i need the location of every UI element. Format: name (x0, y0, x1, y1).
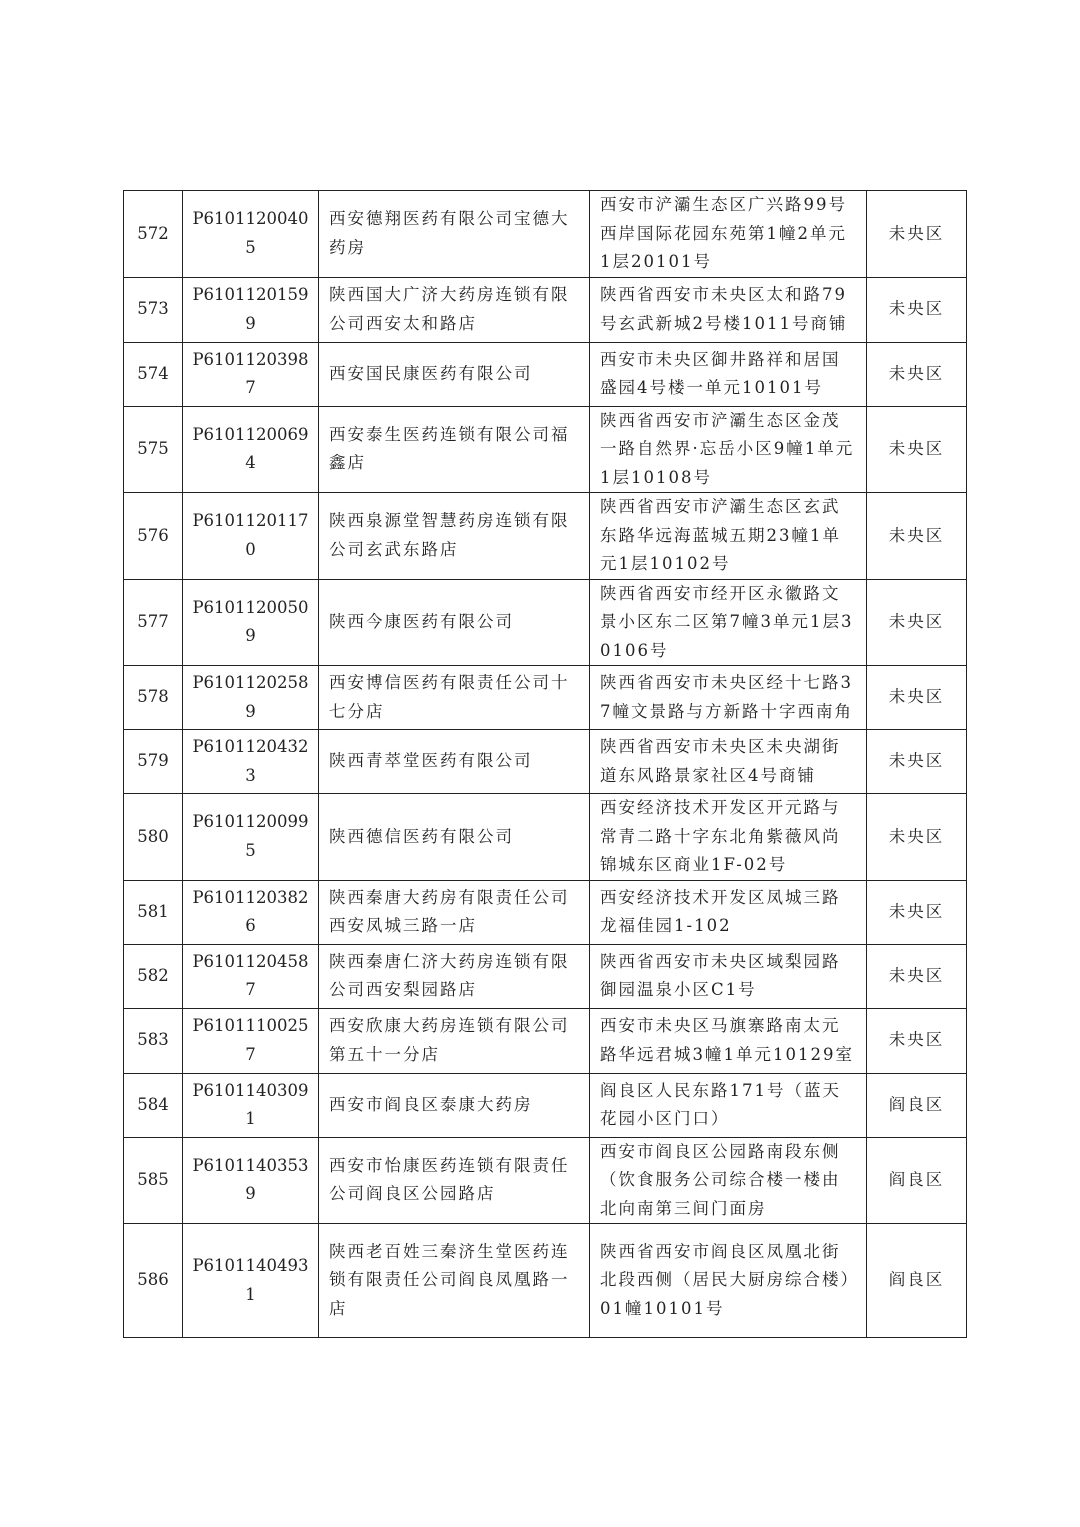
pharmacy-address: 陕西省西安市未央区未央湖街道东风路景家社区4号商铺 (590, 730, 867, 794)
district: 未央区 (867, 406, 967, 493)
pharmacy-name: 陕西今康医药有限公司 (319, 579, 590, 666)
row-number: 576 (124, 493, 183, 580)
license-code: P61011204323 (183, 730, 319, 794)
row-number: 578 (124, 666, 183, 730)
pharmacy-address: 西安市阎良区公园路南段东侧（饮食服务公司综合楼一楼由北向南第三间门面房 (590, 1137, 867, 1224)
table-row (124, 493, 967, 580)
district: 阎良区 (867, 1137, 967, 1224)
pharmacy-name: 陕西秦唐大药房有限责任公司西安凤城三路一店 (319, 880, 590, 944)
pharmacy-address: 西安市浐灞生态区广兴路99号西岸国际花园东苑第1幢2单元1层20101号 (590, 191, 867, 278)
district: 未央区 (867, 880, 967, 944)
pharmacy-name: 陕西泉源堂智慧药房连锁有限公司玄武东路店 (319, 493, 590, 580)
pharmacy-address: 陕西省西安市经开区永徽路文景小区东二区第7幢3单元1层30106号 (590, 579, 867, 666)
table-row (124, 579, 967, 666)
pharmacy-address: 西安市未央区马旗寨路南太元路华远君城3幢1单元10129室 (590, 1008, 867, 1073)
district: 未央区 (867, 944, 967, 1008)
row-number: 579 (124, 730, 183, 794)
row-number: 572 (124, 191, 183, 278)
license-code: P61011404931 (183, 1224, 319, 1338)
row-number: 584 (124, 1073, 183, 1137)
pharmacy-address: 陕西省西安市浐灞生态区金茂一路自然界·忘岳小区9幢1单元1层10108号 (590, 406, 867, 493)
table-row (124, 1137, 967, 1224)
pharmacy-name: 陕西老百姓三秦济生堂医药连锁有限责任公司阎良凤凰路一店 (319, 1224, 590, 1338)
district: 未央区 (867, 342, 967, 406)
license-code: P61011200995 (183, 794, 319, 881)
row-number: 582 (124, 944, 183, 1008)
pharmacy-name: 陕西青萃堂医药有限公司 (319, 730, 590, 794)
district: 阎良区 (867, 1073, 967, 1137)
table-row (124, 880, 967, 944)
row-number: 574 (124, 342, 183, 406)
license-code: P61011203826 (183, 880, 319, 944)
table-row (124, 730, 967, 794)
pharmacy-address: 陕西省西安市未央区太和路79号玄武新城2号楼1011号商铺 (590, 277, 867, 342)
pharmacy-address: 陕西省西安市未央区经十七路37幢文景路与方新路十字西南角 (590, 666, 867, 730)
district: 未央区 (867, 1008, 967, 1073)
license-code: P61011403091 (183, 1073, 319, 1137)
row-number: 575 (124, 406, 183, 493)
district: 阎良区 (867, 1224, 967, 1338)
table-row (124, 1008, 967, 1073)
license-code: P61011204587 (183, 944, 319, 1008)
pharmacy-name: 西安博信医药有限责任公司十七分店 (319, 666, 590, 730)
table-row (124, 277, 967, 342)
pharmacy-address: 阎良区人民东路171号（蓝天花园小区门口） (590, 1073, 867, 1137)
license-code: P61011403539 (183, 1137, 319, 1224)
district: 未央区 (867, 191, 967, 278)
row-number: 586 (124, 1224, 183, 1338)
district: 未央区 (867, 277, 967, 342)
license-code: P61011201599 (183, 277, 319, 342)
pharmacy-address: 西安市未央区御井路祥和居国盛园4号楼一单元10101号 (590, 342, 867, 406)
row-number: 581 (124, 880, 183, 944)
table-row (124, 944, 967, 1008)
pharmacy-address: 陕西省西安市阎良区凤凰北街北段西侧（居民大厨房综合楼）01幢10101号 (590, 1224, 867, 1338)
license-code: P61011200509 (183, 579, 319, 666)
license-code: P61011201170 (183, 493, 319, 580)
row-number: 573 (124, 277, 183, 342)
row-number: 585 (124, 1137, 183, 1224)
table-row (124, 794, 967, 881)
pharmacy-name: 陕西德信医药有限公司 (319, 794, 590, 881)
pharmacy-name: 西安市阎良区泰康大药房 (319, 1073, 590, 1137)
table-row (124, 1073, 967, 1137)
pharmacy-address: 西安经济技术开发区开元路与常青二路十字东北角紫薇风尚锦城东区商业1F-02号 (590, 794, 867, 881)
district: 未央区 (867, 794, 967, 881)
license-code: P61011202589 (183, 666, 319, 730)
table-row (124, 191, 967, 278)
table-row (124, 666, 967, 730)
pharmacy-name: 西安德翔医药有限公司宝德大药房 (319, 191, 590, 278)
district: 未央区 (867, 666, 967, 730)
license-code: P61011100257 (183, 1008, 319, 1073)
license-code: P61011200405 (183, 191, 319, 278)
pharmacy-name: 西安国民康医药有限公司 (319, 342, 590, 406)
row-number: 577 (124, 579, 183, 666)
table-row (124, 406, 967, 493)
pharmacy-address: 陕西省西安市浐灞生态区玄武东路华远海蓝城五期23幢1单元1层10102号 (590, 493, 867, 580)
pharmacy-name: 陕西秦唐仁济大药房连锁有限公司西安梨园路店 (319, 944, 590, 1008)
pharmacy-name: 陕西国大广济大药房连锁有限公司西安太和路店 (319, 277, 590, 342)
row-number: 583 (124, 1008, 183, 1073)
district: 未央区 (867, 579, 967, 666)
table-row (124, 1224, 967, 1338)
district: 未央区 (867, 493, 967, 580)
table-row (124, 342, 967, 406)
license-code: P61011203987 (183, 342, 319, 406)
pharmacy-name: 西安市怡康医药连锁有限责任公司阎良区公园路店 (319, 1137, 590, 1224)
district: 未央区 (867, 730, 967, 794)
pharmacy-name: 西安泰生医药连锁有限公司福鑫店 (319, 406, 590, 493)
license-code: P61011200694 (183, 406, 319, 493)
pharmacy-table (123, 190, 967, 1338)
pharmacy-address: 陕西省西安市未央区域梨园路御园温泉小区C1号 (590, 944, 867, 1008)
pharmacy-name: 西安欣康大药房连锁有限公司第五十一分店 (319, 1008, 590, 1073)
pharmacy-address: 西安经济技术开发区凤城三路龙福佳园1-102 (590, 880, 867, 944)
row-number: 580 (124, 794, 183, 881)
